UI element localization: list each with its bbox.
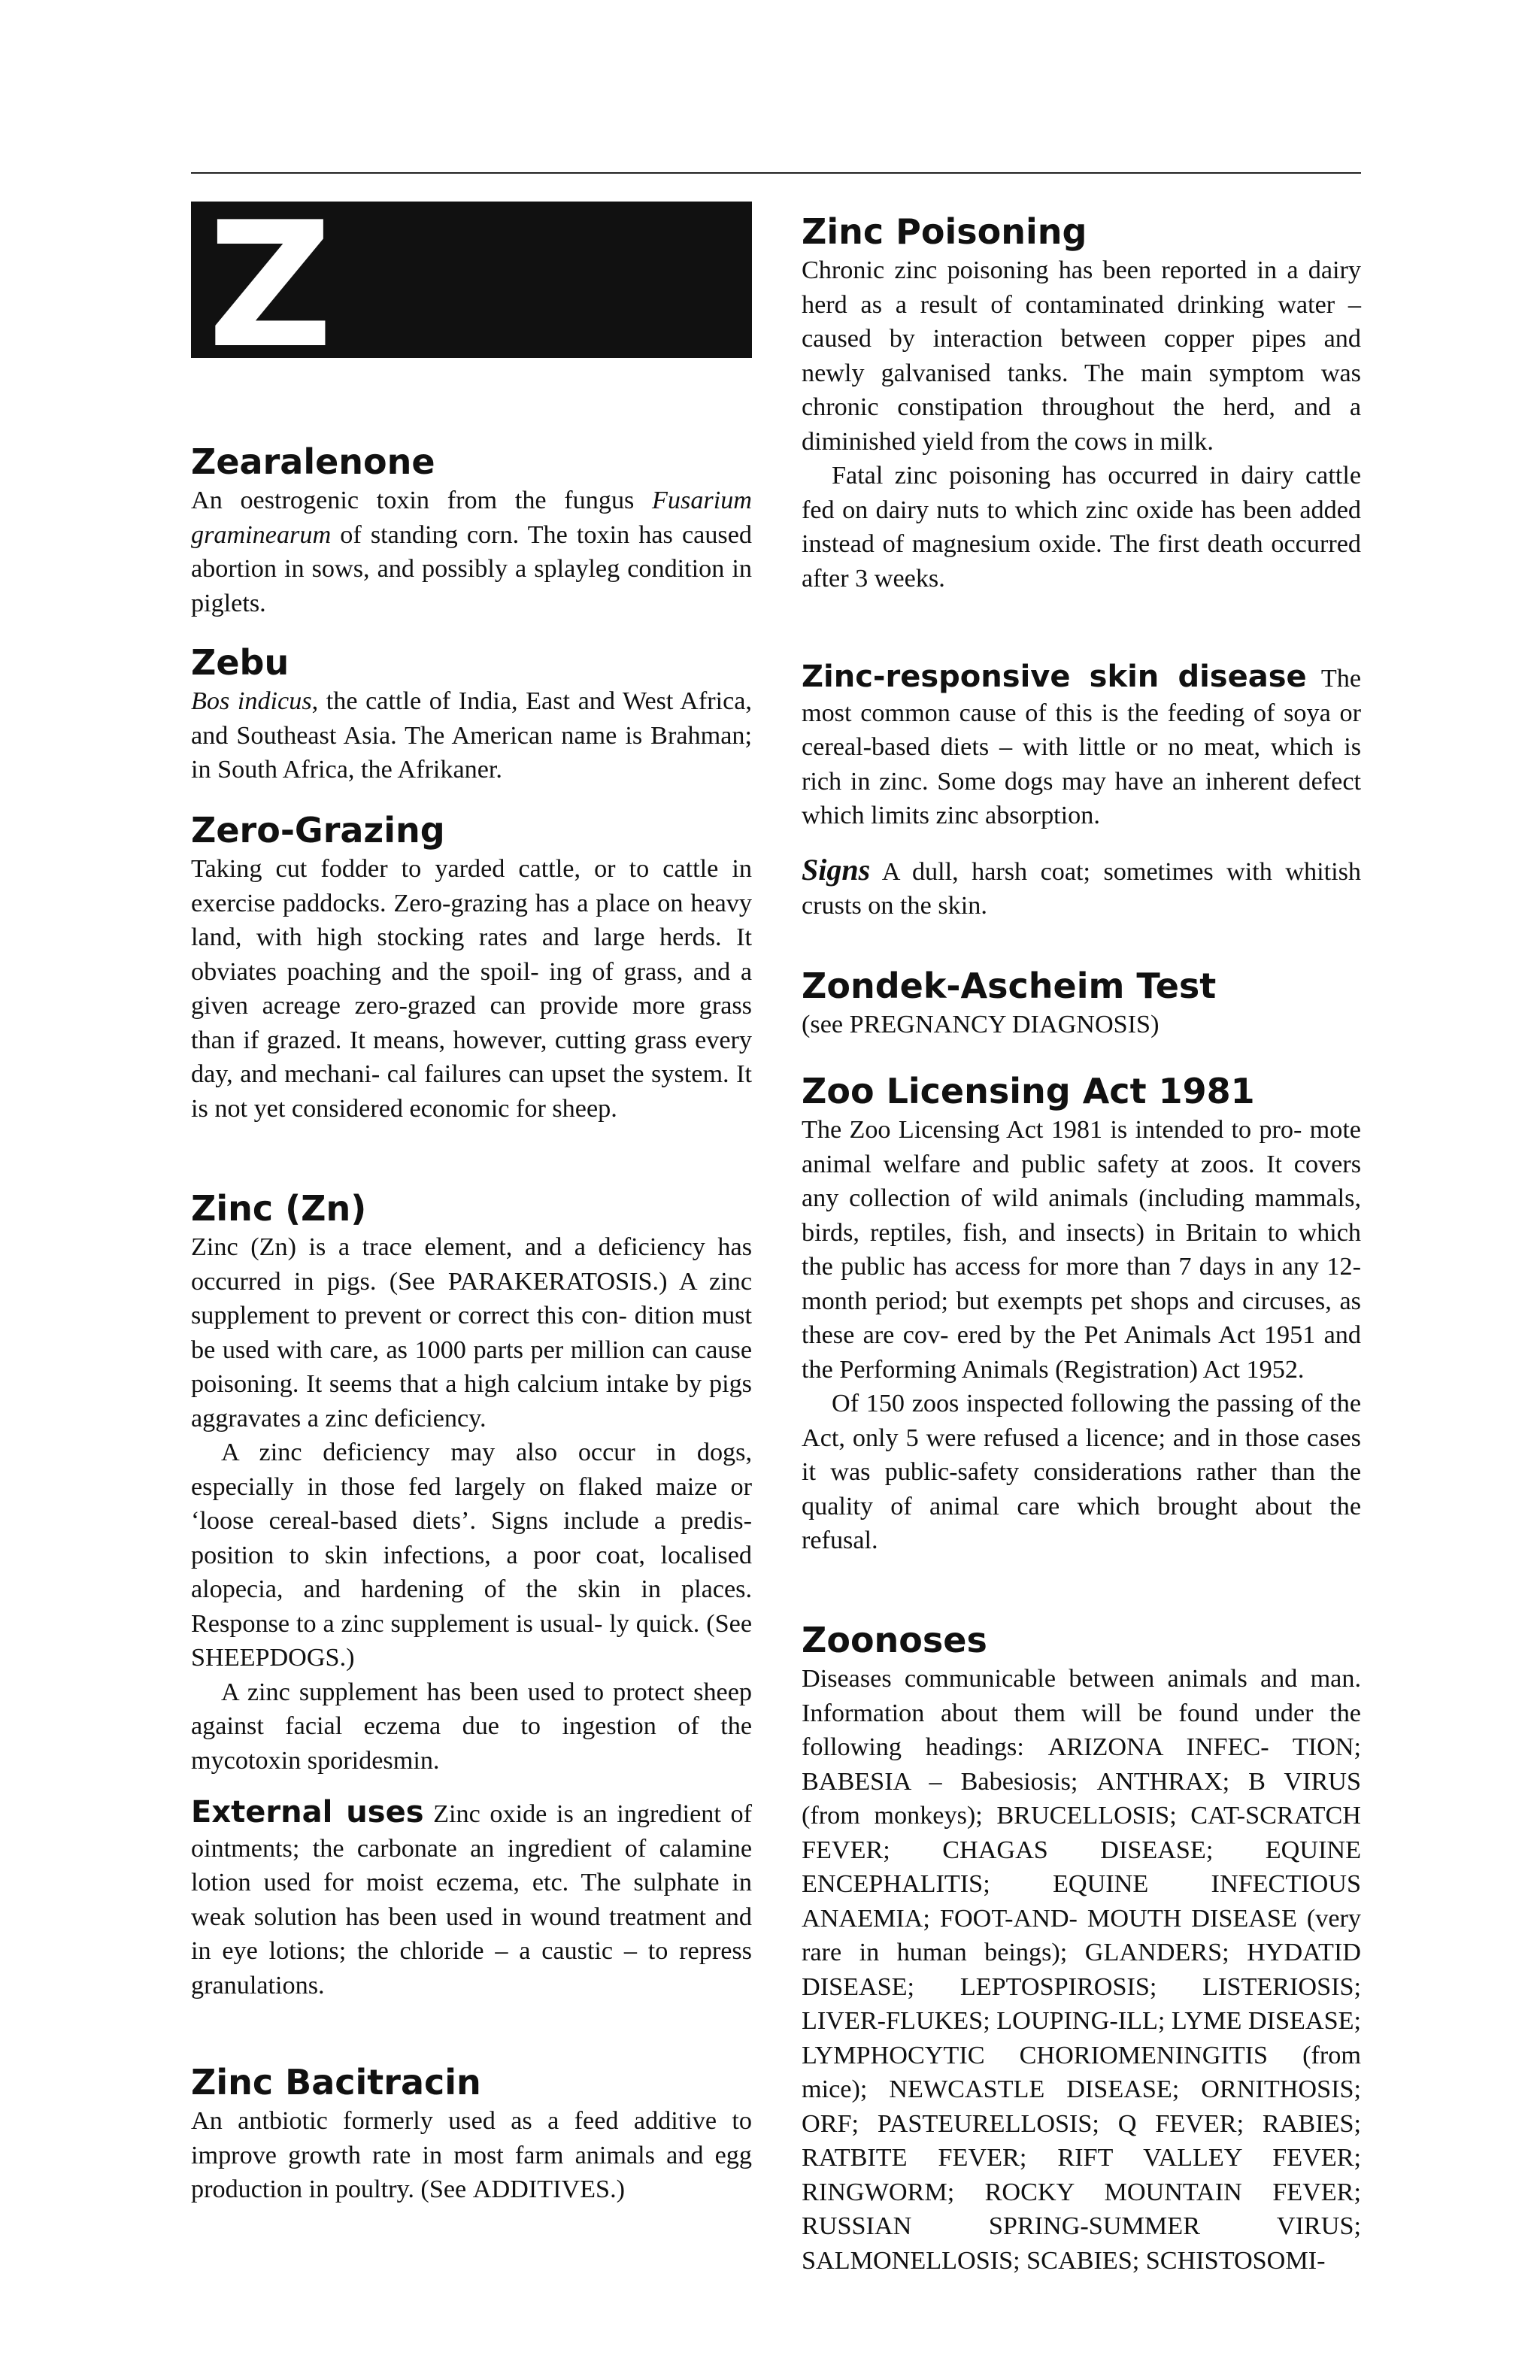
text: Zinc oxide is an ingredient of ointments; the carbonate an ingredient of calamine lotion used for moist eczema, etc. The sulphate in weak solution has been used in wound treatment and in eye lotions; the chloride – a caustic – to repress granulations.	[191, 1800, 752, 2000]
entry-body: Taking cut fodder to yarded cattle, or to cattle in exercise paddocks. Zero-grazing has a place on heavy land, with high stocking rates and large herds. It obviates poaching and the spoil- ing of grass, and a given acreage zero-grazed can provide more grass than if grazed. It means, however, cutting grass every day, and mechani- cal failures can upset the system. It is not yet considered economic for sheep.	[191, 855, 752, 1123]
text: An oestrogenic toxin from the fungus	[191, 487, 653, 514]
text: of standing corn. The toxin has caused abortion in sows, and possibly a splayleg condition in piglets.	[191, 520, 752, 617]
see-text: see	[810, 1011, 844, 1038]
text: A dull, harsh coat; sometimes with whitish crusts on the skin.	[802, 857, 1361, 920]
text: .) A zinc supplement to prevent or correct this con- dition must be used with care, as 1000 parts per million can cause poisoning. It seems that a high calcium intake by pigs aggravates a zinc deficiency.	[191, 1267, 752, 1433]
entry-zoo-licensing-act	[802, 1069, 1361, 1558]
see-text: See	[714, 1609, 752, 1638]
subsection-heading: External uses	[191, 1795, 424, 1830]
entry-title: Zebu	[191, 642, 290, 683]
entry-zinc-poisoning	[802, 210, 1361, 596]
text: The most common cause of this is the feeding of soya or cereal-based diets – with little or no meat, which is rich in zinc. Some dogs may have an inherent defect which limits zinc absorption.	[802, 665, 1361, 829]
entry-zinc	[191, 1187, 752, 2003]
text: , the cattle of India, East and West Africa, and Southeast Asia. The American name is Brahman; in South Africa, the Afrikaner.	[191, 687, 752, 784]
entry-body: Chronic zinc poisoning has been reported in a dairy herd as a result of contaminated drinking water – caused by interaction between copper pipes and newly galvanised tanks. The main symptom was chronic constipation throughout the herd, and a diminished yield from the cows in milk.	[802, 256, 1361, 456]
entry-title: Zinc Bacitracin	[191, 2062, 481, 2103]
text: .)	[339, 1644, 355, 1672]
cross-reference-link[interactable]: ANTHRAX; B VIRUS	[1096, 1767, 1361, 1796]
cross-reference-link[interactable]: NEWCASTLE DISEASE; ORNITHOSIS; ORF; PASTEURELLOSIS; Q FEVER; RABIES; RATBITE FEVER; RIFT VALLEY FEVER; RINGWORM; ROCKY MOUNTAIN FEVER; RUSSIAN SPRING-SUMMER VIRUS; SALMONELLOSIS; SCABIES; SCHISTOSOMI-	[802, 2075, 1361, 2275]
entry-zearalenone	[191, 440, 752, 620]
species-name: Bos indicus	[191, 687, 312, 715]
cross-reference-link[interactable]: GLANDERS; HYDATID DISEASE; LEPTOSPIROSIS; LISTERIOSIS; LIVER-FLUKES; LOUPING-ILL; LYME DISEASE; LYMPHOCYTIC CHORIOMENINGITIS	[802, 1939, 1361, 2069]
top-rule	[191, 172, 1361, 174]
entry-body	[802, 1662, 1361, 2278]
entry-body	[802, 1008, 1361, 1042]
entry-body	[191, 1436, 752, 1675]
text: (	[802, 1011, 811, 1038]
entry-body: Fatal zinc poisoning has occurred in dairy cattle fed on dairy nuts to which zinc oxide has been added instead of magnesium oxide. The first death occurred after 3 weeks.	[802, 462, 1361, 593]
subsection-external-uses	[191, 1796, 752, 2003]
text: A zinc deficiency may also occur in dogs, especially in those fed largely on flaked maize or ‘loose cereal-based diets’. Signs include a predis- position to skin infections, a poor coat, localised alopecia, and hardening of the skin in places. Response to a zinc supplement is usual- ly quick. (	[191, 1439, 752, 1638]
entry-zinc-bacitracin	[191, 2060, 752, 2207]
entry-body	[191, 2104, 752, 2207]
text: An antbiotic formerly used as a feed additive to improve growth rate in most farm animals and egg production in poultry. (	[191, 2107, 752, 2203]
text: Zinc (Zn) is a trace element, and a deficiency has occurred in pigs. (	[191, 1233, 752, 1296]
subsection-signs	[802, 853, 1361, 923]
entry-zebu	[191, 641, 752, 787]
entry-body	[191, 1230, 752, 1436]
subsection-heading: Signs	[802, 852, 871, 887]
section-letter: Z	[208, 202, 333, 358]
cross-reference-link[interactable]: SHEEPDOGS	[191, 1644, 340, 1672]
entry-body: The Zoo Licensing Act 1981 is intended to pro- mote animal welfare and public safety at zoos. It covers any collection of wild animals (including mammals, birds, reptiles, fish, and insects) in Britain to which the public has access for more than 7 days in any 12-month period; but exempts pet shops and circuses, as these are cov- ered by the Pet Animals Act 1951 and the Performing Animals (Registration) Act 1952.	[802, 1116, 1361, 1384]
subsection-heading: Zinc-responsive skin disease	[802, 659, 1307, 694]
text: .)	[610, 2175, 625, 2203]
entry-title: Zinc Poisoning	[802, 211, 1087, 252]
cross-reference-link[interactable]: BRUCELLOSIS; CAT-SCRATCH FEVER; CHAGAS DISEASE; EQUINE ENCEPHALITIS; EQUINE INFECTIOUS ANAEMIA; FOOT-AND- MOUTH DISEASE	[802, 1802, 1361, 1933]
entry-title: Zinc (Zn)	[191, 1188, 367, 1229]
cross-reference-link[interactable]: PARAKERATOSIS	[447, 1267, 653, 1296]
entry-body	[191, 484, 752, 620]
text: (very rare in human beings);	[802, 1904, 1361, 1966]
entry-zondek-ascheim-test	[802, 964, 1361, 1042]
entry-body	[191, 684, 752, 787]
entry-title: Zearalenone	[191, 441, 435, 482]
section-letter-block	[191, 202, 752, 358]
species-name: Fusarium graminearum	[191, 487, 752, 549]
entry-title: Zoonoses	[802, 1620, 987, 1660]
text: (from mice);	[802, 2041, 1361, 2103]
cross-reference-link[interactable]: PREGNANCY DIAGNOSIS	[849, 1011, 1151, 1038]
text: (from monkeys);	[802, 1802, 997, 1830]
entry-body	[802, 660, 1361, 833]
entry-zinc-responsive-skin-disease	[802, 660, 1361, 923]
entry-title: Zero-Grazing	[191, 810, 445, 850]
text: Diseases communicable between animals and man. Information about them will be found under the following headings:	[802, 1665, 1361, 1761]
entry-title: Zoo Licensing Act 1981	[802, 1071, 1255, 1111]
text: )	[1150, 1011, 1160, 1038]
cross-reference-link[interactable]: ARIZONA INFEC- TION; BABESIA –	[802, 1733, 1361, 1796]
entry-zero-grazing	[191, 808, 752, 1126]
entry-body: Of 150 zoos inspected following the passing of the Act, only 5 were refused a licence; and in those cases it was public-safety considerations rather than the quality of animal care which brought about the refusal.	[802, 1390, 1361, 1554]
cross-reference-link[interactable]: ADDITIVES	[472, 2175, 611, 2203]
entry-body: A zinc supplement has been used to protect sheep against facial eczema due to ingestion of the mycotoxin sporidesmin.	[191, 1678, 752, 1775]
see-text: See	[398, 1267, 435, 1296]
text: Babesiosis;	[941, 1767, 1097, 1796]
see-text: See	[429, 2175, 467, 2203]
entry-zoonoses	[802, 1618, 1361, 2278]
entry-title: Zondek-Ascheim Test	[802, 966, 1217, 1006]
